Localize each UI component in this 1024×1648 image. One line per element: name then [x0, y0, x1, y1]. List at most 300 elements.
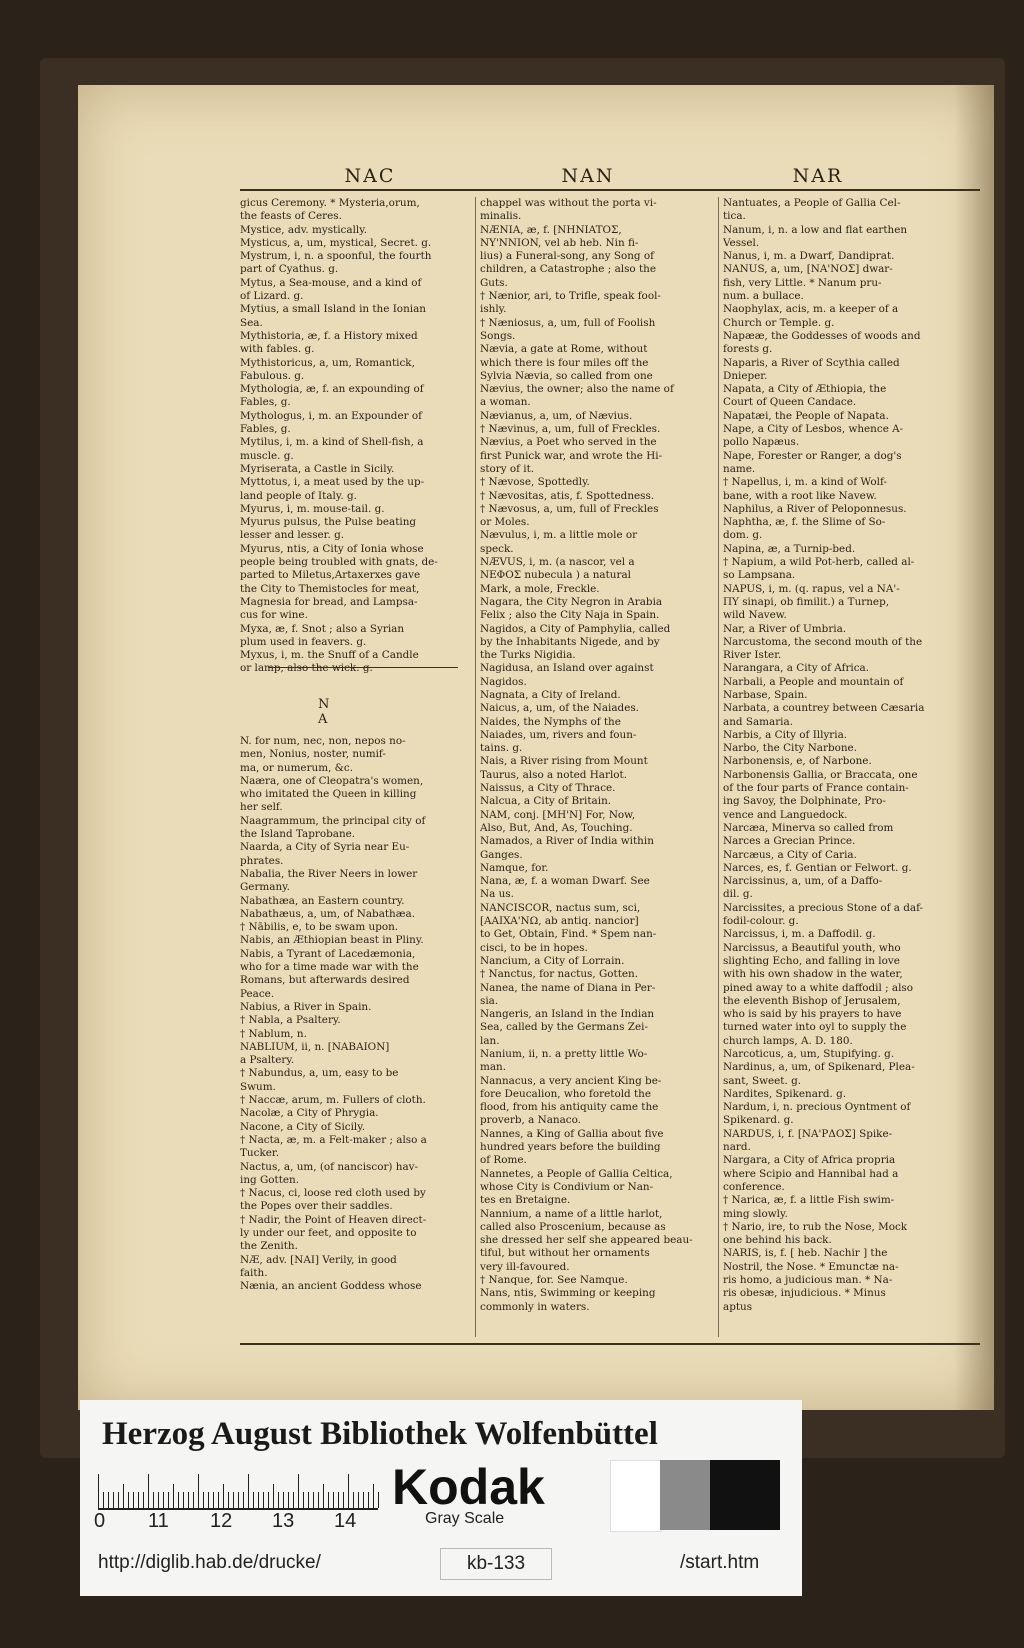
entry-line: Mysticus, a, um, mystical, Secret. g.	[240, 236, 432, 249]
entry-line: Nardinus, a, um, of Spikenard, Plea-	[723, 1061, 915, 1074]
ruler-tick	[343, 1492, 344, 1508]
entry-line: the Island Taprobane.	[240, 828, 356, 841]
ruler-tick	[113, 1492, 114, 1508]
column-1-bottom	[240, 735, 470, 1293]
entry-line: plum used in feavers. g.	[240, 635, 367, 648]
entry-line: Court of Queen Candace.	[723, 396, 857, 409]
ruler-tick	[218, 1492, 219, 1508]
ruler-tick	[153, 1492, 154, 1508]
entry-line: Naphilus, a River of Peloponnesus.	[723, 502, 907, 515]
column-2	[480, 197, 715, 1314]
ruler-tick	[288, 1492, 289, 1508]
entry-line: sant, Sweet. g.	[723, 1074, 802, 1087]
ruler-tick	[328, 1492, 329, 1508]
entry-line: Narangara, a City of Africa.	[723, 662, 870, 675]
entry-line: Na us.	[480, 888, 514, 901]
entry-line: Myurus pulsus, the Pulse beating	[240, 516, 417, 529]
entry-line: NÆ, adv. [NAI] Verily, in good	[240, 1253, 397, 1266]
entry-line: † Nadir, the Point of Heaven direct-	[240, 1213, 427, 1226]
entry-line: nard.	[723, 1141, 751, 1154]
shelf-code: kb-133	[440, 1548, 552, 1580]
ruler-tick	[188, 1492, 189, 1508]
entry-line: the Turks Nigidia.	[480, 649, 576, 662]
entry-line: † Nabla, a Psaltery.	[240, 1014, 341, 1027]
entry-line: whose City is Condivium or Nan-	[480, 1180, 654, 1193]
entry-line: wild Navew.	[723, 609, 787, 622]
entry-line: Nagara, the City Negron in Arabia	[480, 595, 663, 608]
ruler-tick	[148, 1474, 149, 1508]
entry-line: first Punick war, and wrote the Hi-	[480, 449, 663, 462]
entry-line: ΠΥ sinapi, ob fimilit.) a Turnep,	[723, 595, 890, 608]
entry-line: Nans, ntis, Swimming or keeping	[480, 1287, 656, 1300]
entry-line: Mytius, a small Island in the Ionian	[240, 303, 426, 316]
entry-line: Myurus, i, m. mouse-tail. g.	[240, 502, 385, 515]
entry-line: a woman.	[480, 396, 531, 409]
ruler-tick	[308, 1492, 309, 1508]
entry-line: by the Inhabitants Nigede, and by	[480, 635, 660, 648]
entry-line: Nacone, a City of Sicily.	[240, 1120, 366, 1133]
entry-line: Nabis, an Æthiopian beast in Pliny.	[240, 934, 424, 947]
ruler-tick	[333, 1492, 334, 1508]
entry-line: Naæra, one of Cleopatra's women,	[240, 774, 424, 787]
entry-line: Naarda, a City of Syria near Eu-	[240, 841, 410, 854]
entry-line: fish, very Little. * Nanum pru-	[723, 276, 882, 289]
entry-line: Peace.	[240, 987, 275, 1000]
entry-line: NEΦOΣ nubecula ) a natural	[480, 569, 631, 582]
entry-line: a Psaltery.	[240, 1054, 295, 1067]
entry-line: NABLIUM, ii, n. [NABAION]	[240, 1040, 390, 1053]
entry-line: N. for num, nec, non, nepos no-	[240, 735, 406, 747]
ruler-tick	[243, 1492, 244, 1508]
entry-line: Felix ; also the City Naja in Spain.	[480, 609, 660, 622]
entry-line: story of it.	[480, 462, 535, 475]
entry-line: Naides, the Nymphs of the	[480, 715, 621, 728]
entry-line: Narbonensis, e, of Narbone.	[723, 755, 872, 768]
entry-line: Myurus, ntis, a City of Ionia whose	[240, 542, 424, 555]
entry-line: Narcissinus, a, um, of a Daffo-	[723, 875, 883, 888]
entry-line: Sea.	[240, 316, 263, 329]
entry-line: Taurus, also a noted Harlot.	[480, 768, 628, 781]
entry-line: hundred years before the building	[480, 1141, 661, 1154]
entry-line: of the four parts of France contain-	[723, 782, 909, 795]
ruler-tick	[123, 1484, 124, 1508]
entry-line: pollo Napæus.	[723, 436, 800, 449]
ruler-tick	[233, 1492, 234, 1508]
entry-line: Naissus, a City of Thrace.	[480, 782, 616, 795]
entry-line: which there is four miles off the	[480, 356, 649, 369]
entry-line: or lamp, also the wick. g.	[240, 662, 373, 675]
entry-line: NÆNIA, æ, f. [NHNIATOΣ,	[480, 223, 622, 236]
section-heading: N A	[318, 697, 402, 727]
entry-line: fodil-colour. g.	[723, 915, 799, 928]
entry-line: Narcæus, a City of Caria.	[723, 848, 857, 861]
entry-line: Nabalia, the River Neers in lower	[240, 867, 418, 880]
entry-line: Magnesia for bread, and Lampsa-	[240, 595, 418, 608]
entry-line: name.	[723, 462, 756, 475]
entry-line: and Samaria.	[723, 715, 793, 728]
entry-line: Narcissites, a precious Stone of a daf-	[723, 901, 924, 914]
entry-line: Mytus, a Sea-mouse, and a kind of	[240, 276, 422, 289]
entry-line: Napææ, the Goddesses of woods and	[723, 329, 921, 342]
entry-line: fore Deucalion, who foretold the	[480, 1087, 651, 1100]
entry-line: commonly in waters.	[480, 1300, 590, 1313]
entry-line: † Nanctus, for nactus, Gotten.	[480, 968, 639, 981]
entry-line: [AAIXA'NΩ, ab antiq. nancior]	[480, 915, 639, 928]
ruler-tick	[203, 1492, 204, 1508]
entry-line: vence and Languedock.	[723, 808, 848, 821]
entry-line: NARIS, is, f. [ heb. Nachir ] the	[723, 1247, 888, 1260]
entry-line: NÆVUS, i, m. (a nascor, vel a	[480, 556, 635, 569]
entry-line: the feasts of Ceres.	[240, 210, 342, 223]
entry-line: Guts.	[480, 276, 508, 289]
entry-line: Nænia, an ancient Goddess whose	[240, 1280, 422, 1293]
entry-line: Narbonensis Gallia, or Braccata, one	[723, 768, 918, 781]
ruler-tick	[178, 1492, 179, 1508]
entry-line: Nannetes, a People of Gallia Celtica,	[480, 1167, 673, 1180]
entry-line: † Naccæ, arum, m. Fullers of cloth.	[240, 1094, 426, 1107]
entry-line: who is said by his prayers to have	[723, 1008, 902, 1021]
ruler-tick	[368, 1492, 369, 1508]
entry-line: † Næniosus, a, um, full of Foolish	[480, 316, 656, 329]
entry-line: chappel was without the porta vi-	[480, 197, 657, 209]
entry-line: tiful, but without her ornaments	[480, 1247, 650, 1260]
gray-patch-white	[610, 1460, 662, 1532]
entry-line: lan.	[480, 1034, 500, 1047]
entry-line: Nangeris, an Island in the Indian	[480, 1008, 655, 1021]
ruler-tick	[268, 1492, 269, 1508]
entry-line: Narcæa, Minerva so called from	[723, 821, 894, 834]
entry-line: Nagidos, a City of Pamphylia, called	[480, 622, 671, 635]
entry-line: † Nævosus, a, um, full of Freckles	[480, 502, 659, 515]
entry-line: Namque, for.	[480, 861, 549, 874]
entry-line: † Nablum, n.	[240, 1027, 307, 1040]
entry-line: Mythologus, i, m. an Expounder of	[240, 409, 422, 422]
entry-line: Nanea, the name of Diana in Per-	[480, 981, 656, 994]
ruler-tick	[348, 1474, 349, 1508]
entry-line: parted to Miletus,Artaxerxes gave	[240, 569, 421, 582]
scan-target-card	[80, 1400, 802, 1596]
ruler-tick	[138, 1492, 139, 1508]
header-right: NAR	[792, 165, 844, 187]
entry-line: Mythologia, æ, f. an expounding of	[240, 383, 424, 396]
entry-line: with his own shadow in the water,	[723, 968, 903, 981]
entry-line: Nape, a City of Lesbos, whence A-	[723, 423, 904, 436]
entry-line: Myttotus, i, a meat used by the up-	[240, 476, 425, 489]
ruler-tick	[353, 1492, 354, 1508]
column-3	[723, 197, 973, 1314]
entry-line: Nagnata, a City of Ireland.	[480, 688, 621, 701]
entry-line: Mystice, adv. mystically.	[240, 223, 368, 236]
entry-line: Church or Temple. g.	[723, 316, 835, 329]
entry-line: Fables, g.	[240, 396, 291, 409]
entry-line: Myxus, i, m. the Snuff of a Candle	[240, 649, 419, 662]
ruler-scale	[98, 1472, 378, 1510]
ruler-tick	[198, 1474, 199, 1508]
entry-line: turned water into oyl to supply the	[723, 1021, 907, 1034]
ruler-tick	[173, 1484, 174, 1508]
entry-line: Naophylax, acis, m. a keeper of a	[723, 303, 899, 316]
entry-line: land people of Italy. g.	[240, 489, 357, 502]
entry-line: men, Nonius, noster, numif-	[240, 748, 386, 761]
entry-line: NANCISCOR, nactus sum, sci,	[480, 901, 641, 914]
entry-line: NARDUS, i, f. [NA'PΔOΣ] Spike-	[723, 1127, 893, 1140]
entry-line: Nævius, the owner; also the name of	[480, 383, 674, 396]
entry-line: Myxa, æ, f. Snot ; also a Syrian	[240, 622, 405, 635]
entry-line: Nanus, i, m. a Dwarf, Dandiprat.	[723, 250, 895, 263]
entry-line: Romans, but afterwards desired	[240, 974, 410, 987]
gray-patch-black	[710, 1460, 780, 1530]
entry-line: NANUS, a, um, [NA'NOΣ] dwar-	[723, 263, 893, 276]
entry-line: the Popes over their saddles.	[240, 1200, 393, 1213]
entry-line: † Nario, ire, to rub the Nose, Mock	[723, 1220, 908, 1233]
entry-line: tes en Bretaigne.	[480, 1194, 571, 1207]
entry-line: of Lizard. g.	[240, 290, 304, 303]
entry-line: Narbo, the City Narbone.	[723, 742, 858, 755]
entry-line: ishly.	[480, 303, 507, 316]
ruler-tick	[358, 1492, 359, 1508]
book-page	[78, 85, 994, 1410]
entry-line: Naparis, a River of Scythia called	[723, 356, 900, 369]
entry-line: † Nanque, for. See Namque.	[480, 1274, 628, 1287]
gray-patch-mid	[660, 1460, 710, 1530]
entry-line: to Get, Obtain, Find. * Spem nan-	[480, 928, 657, 941]
ruler-tick	[278, 1492, 279, 1508]
entry-line: the City to Themistocles for meat,	[240, 582, 420, 595]
entry-line: Narcustoma, the second mouth of the	[723, 635, 923, 648]
entry-line: Germany.	[240, 881, 290, 894]
entry-line: Sea, called by the Germans Zei-	[480, 1021, 648, 1034]
ruler-tick	[213, 1492, 214, 1508]
entry-line: Narbali, a People and mountain of	[723, 675, 904, 688]
ruler-tick	[238, 1492, 239, 1508]
entry-line: Naagrammum, the principal city of	[240, 814, 426, 827]
entry-line: Nostril, the Nose. * Emunctæ na-	[723, 1260, 899, 1273]
ruler-tick	[253, 1492, 254, 1508]
entry-line: Napata, a City of Æthiopia, the	[723, 383, 887, 396]
entry-line: she dressed her self she appeared beau-	[480, 1234, 693, 1247]
entry-line: tica.	[723, 210, 746, 223]
entry-line: Nabathæus, a, um, of Nabathæa.	[240, 907, 416, 920]
entry-line: † Nacus, ci, loose red cloth used by	[240, 1187, 426, 1200]
ruler-tick	[143, 1492, 144, 1508]
scale-number: 12	[210, 1510, 233, 1532]
ruler-tick	[283, 1492, 284, 1508]
header-left: NAC	[344, 165, 396, 187]
entry-line: Nannes, a King of Gallia about five	[480, 1127, 664, 1140]
entry-line: ris homo, a judicious man. * Na-	[723, 1274, 893, 1287]
entry-line: Nanium, ii, n. a pretty little Wo-	[480, 1048, 648, 1060]
entry-line: Narbis, a City of Illyria.	[723, 728, 848, 741]
entry-line: ing Savoy, the Dolphinate, Pro-	[723, 795, 886, 808]
entry-line: Narces a Grecian Prince.	[723, 835, 856, 848]
entry-line: cus for wine.	[240, 609, 308, 622]
entry-line: Swum.	[240, 1080, 276, 1093]
section-rule	[268, 667, 458, 668]
ruler-tick	[228, 1492, 229, 1508]
entry-line: Songs.	[480, 329, 516, 342]
entry-line: so Lampsana.	[723, 569, 796, 582]
entry-line: Mythistoria, æ, f. a History mixed	[240, 329, 418, 342]
entry-line: Napatæi, the People of Napata.	[723, 409, 889, 422]
entry-line: ris obesæ, injudicious. * Minus	[723, 1287, 886, 1300]
entry-line: † Nævositas, atis, f. Spottedness.	[480, 489, 655, 502]
scale-number: 13	[272, 1510, 295, 1532]
ruler-tick	[103, 1492, 104, 1508]
ruler-tick	[183, 1492, 184, 1508]
entry-line: † Nabundus, a, um, easy to be	[240, 1067, 399, 1080]
entry-line: Dnieper.	[723, 369, 768, 382]
entry-line: Vessel.	[723, 236, 760, 249]
entry-line: one behind his back.	[723, 1234, 832, 1247]
entry-line: Narcoticus, a, um, Stupifying. g.	[723, 1048, 895, 1060]
entry-line: Naphtha, æ, f. the Slime of So-	[723, 516, 886, 529]
entry-line: with fables. g.	[240, 343, 315, 356]
entry-line: Nardum, i, n. precious Oyntment of	[723, 1101, 911, 1114]
entry-line: † Narica, æ, f. a little Fish swim-	[723, 1194, 895, 1207]
library-title: Herzog August Bibliothek Wolfenbüttel	[102, 1416, 658, 1452]
entry-line: Fabulous. g.	[240, 369, 305, 382]
entry-line: NAPUS, i, m. (q. rapus, vel a NA'-	[723, 582, 900, 595]
library-url: http://diglib.hab.de/drucke/	[98, 1552, 321, 1573]
ruler-tick	[208, 1492, 209, 1508]
entry-line: Mystrum, i, n. a spoonful, the fourth	[240, 250, 432, 263]
entry-line: Nabathæa, an Eastern country.	[240, 894, 405, 907]
entry-line: Namados, a River of India within	[480, 835, 654, 848]
entry-line: Nape, Forester or Ranger, a dog's	[723, 449, 902, 462]
entry-line: forests g.	[723, 343, 773, 356]
ruler-tick	[193, 1492, 194, 1508]
entry-line: Sylvia Nævia, so called from one	[480, 369, 653, 382]
entry-line: people being troubled with gnats, de-	[240, 556, 438, 569]
entry-line: the eleventh Bishop of Jerusalem,	[723, 994, 901, 1007]
entry-line: Napina, æ, a Turnip-bed.	[723, 542, 856, 555]
entry-line: or Moles.	[480, 516, 530, 529]
entry-line: † Napium, a wild Pot-herb, called al-	[723, 556, 915, 569]
entry-line: tains. g.	[480, 742, 523, 755]
entry-line: dil. g.	[723, 888, 753, 901]
entry-line: ma, or numerum, &c.	[240, 761, 354, 774]
ruler-tick	[273, 1484, 274, 1508]
entry-line: Nannacus, a very ancient King be-	[480, 1074, 662, 1087]
entry-line: Mythistoricus, a, um, Romantick,	[240, 356, 415, 369]
entry-line: ing Gotten.	[240, 1173, 300, 1186]
entry-line: slighting Echo, and falling in love	[723, 954, 900, 967]
entry-line: Nævulus, i, m. a little mole or	[480, 529, 638, 542]
entry-line: Naicus, a, um, of the Naiades.	[480, 702, 639, 715]
entry-line: Ganges.	[480, 848, 523, 861]
entry-line: proverb, a Nanaco.	[480, 1114, 581, 1127]
ruler-tick	[378, 1492, 379, 1508]
entry-line: faith.	[240, 1266, 268, 1279]
entry-line: num. a bullace.	[723, 290, 804, 303]
entry-line: NY'NNION, vel ab heb. Nin fi-	[480, 236, 639, 249]
entry-line: † Nævose, Spottedly.	[480, 476, 590, 489]
entry-line: muscle. g.	[240, 449, 294, 462]
ruler-tick	[373, 1484, 374, 1508]
ruler-tick	[128, 1492, 129, 1508]
entry-line: part of Cyathus. g.	[240, 263, 339, 276]
ruler-tick	[263, 1492, 264, 1508]
column-divider	[718, 197, 719, 1337]
ruler-tick	[98, 1474, 99, 1508]
entry-line: lesser and lesser. g.	[240, 529, 345, 542]
entry-line: flood, from his antiquity came the	[480, 1101, 659, 1114]
ruler-tick	[303, 1492, 304, 1508]
entry-line: Narbata, a countrey between Cæsaria	[723, 702, 925, 715]
entry-line: Nabis, a Tyrant of Lacedæmonia,	[240, 947, 416, 960]
entry-line: where Scipio and Hannibal had a	[723, 1167, 899, 1180]
entry-line: her self.	[240, 801, 283, 814]
entry-line: minalis.	[480, 210, 522, 223]
entry-line: Naiades, um, rivers and foun-	[480, 728, 637, 741]
header-rule	[240, 189, 980, 191]
entry-line: Fables, g.	[240, 423, 291, 436]
ruler-tick	[118, 1492, 119, 1508]
ruler-tick	[223, 1484, 224, 1508]
entry-line: Nævianus, a, um, of Nævius.	[480, 409, 633, 422]
kodak-logo: Kodak	[392, 1459, 545, 1515]
entry-line: who for a time made war with the	[240, 961, 419, 974]
entry-line: man.	[480, 1061, 507, 1074]
ruler-tick	[363, 1492, 364, 1508]
column-1-top	[240, 197, 470, 676]
entry-line: Nacolæ, a City of Phrygia.	[240, 1107, 379, 1120]
entry-line: Nalcua, a City of Britain.	[480, 795, 612, 808]
ruler-tick	[168, 1492, 169, 1508]
entry-line: very ill-favoured.	[480, 1260, 570, 1273]
entry-line: bane, with a root like Navew.	[723, 489, 877, 502]
entry-line: † Nābilis, e, to be swam upon.	[240, 921, 399, 934]
entry-line: of Rome.	[480, 1154, 527, 1167]
entry-line: Nanum, i, n. a low and flat earthen	[723, 223, 908, 236]
entry-line: ly under our feet, and opposite to	[240, 1226, 417, 1239]
ruler-tick	[293, 1492, 294, 1508]
entry-line: ming slowly.	[723, 1207, 788, 1220]
entry-line: Mytilus, i, m. a kind of Shell-fish, a	[240, 436, 424, 449]
entry-line: Nais, a River rising from Mount	[480, 755, 648, 768]
ruler-tick	[133, 1492, 134, 1508]
entry-line: Nargara, a City of Africa propria	[723, 1154, 896, 1167]
gray-scale-label: Gray Scale	[425, 1510, 505, 1527]
start-path: /start.htm	[680, 1552, 760, 1573]
entry-line: † Nænior, ari, to Trifle, speak fool-	[480, 290, 661, 303]
entry-line: sia.	[480, 994, 499, 1007]
header-center: NAN	[561, 165, 615, 187]
entry-line: church lamps, A. D. 180.	[723, 1034, 853, 1047]
entry-line: Narbase, Spain.	[723, 688, 808, 701]
ruler-tick	[298, 1474, 299, 1508]
scale-number: 14	[334, 1510, 357, 1532]
entry-line: Spikenard. g.	[723, 1114, 794, 1127]
entry-line: Nævia, a gate at Rome, without	[480, 343, 648, 356]
entry-line: Nagidos.	[480, 675, 527, 688]
entry-line: pined away to a white daffodil ; also	[723, 981, 913, 994]
entry-line: Nannium, a name of a little harlot,	[480, 1207, 663, 1220]
entry-line: children, a Catastrophe ; also the	[480, 263, 656, 276]
entry-line: gicus Ceremony. * Mysteria,orum,	[240, 197, 420, 209]
ruler-tick	[313, 1492, 314, 1508]
ruler-tick	[338, 1492, 339, 1508]
entry-line: called also Proscenium, because as	[480, 1220, 666, 1233]
entry-line: phrates.	[240, 854, 284, 867]
entry-line: lius) a Funeral-song, any Song of	[480, 250, 654, 263]
entry-line: who imitated the Queen in killing	[240, 788, 417, 801]
entry-line: Nancium, a City of Lorrain.	[480, 954, 625, 967]
entry-line: Myriserata, a Castle in Sicily.	[240, 462, 395, 475]
column-divider	[475, 197, 476, 1337]
entry-line: † Nacta, æ, m. a Felt-maker ; also a	[240, 1133, 427, 1146]
ruler-tick	[248, 1474, 249, 1508]
